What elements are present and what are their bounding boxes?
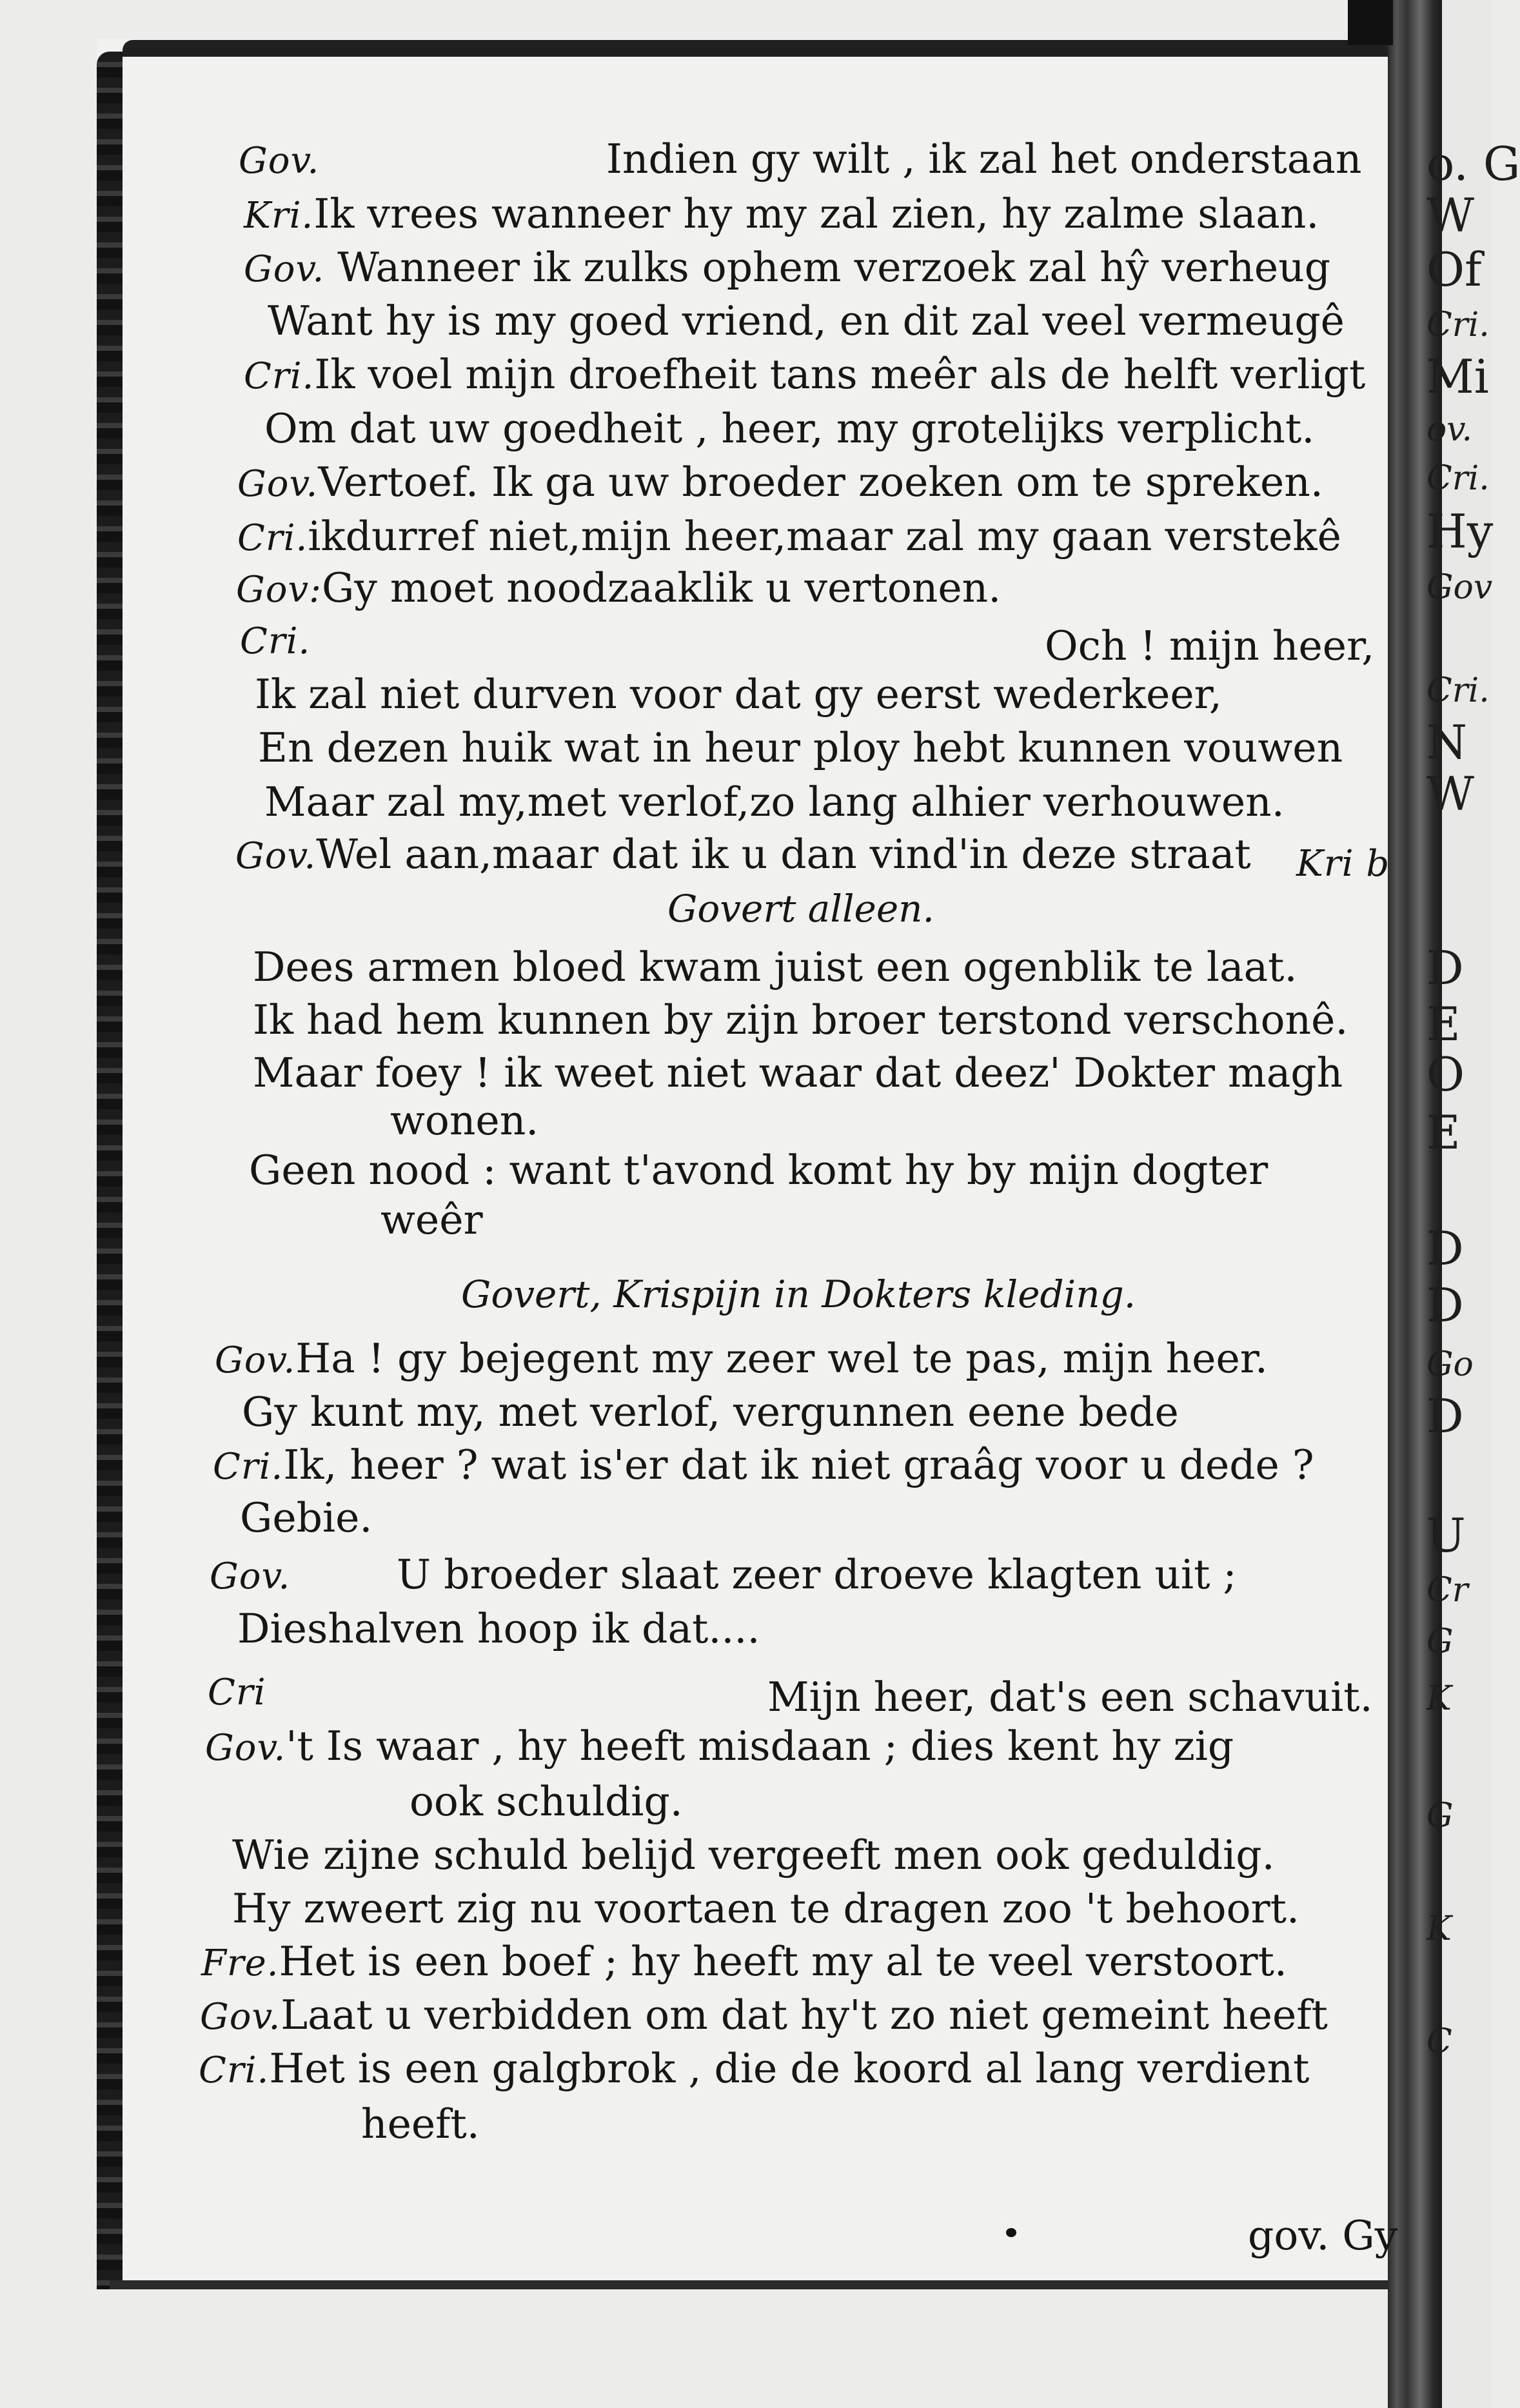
- speaker-label: Cri.: [199, 2049, 270, 2091]
- ink-blot: [1006, 2228, 1016, 2237]
- line-text: Om dat uw goedheit , heer, my grotelijks verplicht.: [264, 405, 1315, 452]
- facing-fragment: G: [1426, 1797, 1454, 1835]
- facing-fragment: Go: [1426, 1345, 1474, 1384]
- speaker-label: Cri.: [213, 1446, 284, 1488]
- speaker-label: Gov.: [244, 248, 325, 290]
- text-line: [606, 135, 1362, 183]
- text-line: [410, 1778, 683, 1825]
- line-text: Mijn heer, dat's een schavuit.: [767, 1673, 1373, 1721]
- speaker-label: Gov.: [215, 1339, 296, 1381]
- text-line: [253, 996, 1348, 1043]
- text-line: [249, 1147, 1268, 1194]
- speaker-label: Kri.: [244, 195, 314, 237]
- facing-fragment: ov.: [1426, 410, 1473, 449]
- text-line: [253, 1049, 1343, 1096]
- facing-fragment: D: [1426, 1389, 1464, 1443]
- facing-fragment: Cri.: [1426, 671, 1490, 710]
- facing-fragment: D: [1426, 1221, 1464, 1276]
- facing-fragment: D: [1426, 941, 1464, 995]
- line-text: Laat u verbidden om dat hy't zo niet gemeint heeft: [281, 1991, 1328, 2038]
- speaker-label: Gov.: [235, 835, 317, 877]
- line-text: En dezen huik wat in heur ploy hebt kunnen vouwen: [258, 724, 1343, 771]
- text-line: [397, 1551, 1237, 1598]
- speaker-label: Cri.: [240, 620, 311, 662]
- scene-heading: Govert alleen.: [667, 887, 934, 931]
- facing-fragment: Of: [1426, 242, 1482, 297]
- line-text: wonen.: [390, 1097, 539, 1144]
- line-text: Dieshalven hoop ik dat....: [237, 1605, 760, 1652]
- speaker-label: Cri: [208, 1672, 266, 1713]
- facing-fragment: W: [1426, 767, 1475, 821]
- line-text: Ik voel mijn droefheit tans meêr als de helft verligt: [314, 351, 1366, 398]
- speaker-label: Gov.: [239, 140, 320, 182]
- line-text: Dees armen bloed kwam juist een ogenblik te laat.: [253, 943, 1298, 991]
- line-text: Want hy is my goed vriend, en dit zal veel vermeugê: [268, 297, 1345, 344]
- line-text: weêr: [380, 1196, 483, 1243]
- facing-fragment: Gov: [1426, 568, 1493, 607]
- line-text: Maar zal my,met verlof,zo lang alhier verhouwen.: [264, 778, 1285, 825]
- line-text: heeft.: [361, 2100, 480, 2147]
- facing-fragment: Hy: [1426, 504, 1494, 558]
- facing-fragment: N: [1426, 715, 1467, 769]
- line-text: Geen nood : want t'avond komt hy by mijn dogter: [249, 1147, 1268, 1194]
- text-line: [232, 1885, 1299, 1932]
- line-text: ook schuldig.: [410, 1778, 683, 1825]
- line-text: Ik zal niet durven voor dat gy eerst wederkeer,: [255, 671, 1222, 718]
- line-text: Ik vrees wanneer hy my zal zien, hy zalme slaan.: [313, 190, 1319, 237]
- speaker-label: Gov.: [200, 1996, 281, 2038]
- facing-fragment: Cri.: [1426, 306, 1490, 344]
- speaker-label: Fre.: [201, 1942, 279, 1984]
- text-line: [236, 564, 1002, 611]
- text-line: [240, 1494, 373, 1541]
- text-line: [244, 351, 1366, 398]
- line-text: Hy zweert zig nu voortaen te dragen zoo 't behoort.: [232, 1885, 1299, 1932]
- text-line: [235, 831, 1251, 878]
- facing-fragment: D: [1426, 1278, 1464, 1332]
- speaker-label: Gov.: [210, 1555, 291, 1597]
- line-text: ikdurref niet,mijn heer,maar zal my gaan verstekê: [308, 513, 1341, 560]
- line-text: Wel aan,maar dat ik u dan vind'in deze straat: [316, 831, 1251, 878]
- facing-fragment: Mi: [1426, 350, 1489, 404]
- speaker-label: Cri.: [244, 355, 315, 397]
- line-text: 't Is waar , hy heeft misdaan ; dies kent hy zig: [286, 1722, 1234, 1770]
- text-line: [232, 1831, 1275, 1879]
- text-line: [264, 778, 1285, 825]
- text-line: [199, 2045, 1310, 2092]
- text-line: [240, 619, 310, 660]
- text-line: [258, 724, 1343, 771]
- line-text: Gebie.: [240, 1494, 373, 1541]
- line-text: Ik, heer ? wat is'er dat ik niet graâg voor u dede ?: [283, 1441, 1314, 1488]
- speaker-label: Gov.: [205, 1727, 286, 1769]
- line-text: Ik had hem kunnen by zijn broer terstond verschonê.: [253, 996, 1348, 1043]
- text-line: [208, 1670, 266, 1711]
- line-text: Ha ! gy bejegent my zeer wel te pas, mijn heer.: [295, 1335, 1268, 1382]
- text-line: [244, 190, 1319, 237]
- line-text: Gy kunt my, met verlof, vergunnen eene bede: [242, 1388, 1179, 1436]
- text-line: [201, 1938, 1287, 1985]
- text-line: [268, 297, 1345, 344]
- speaker-label: Cri.: [237, 517, 308, 559]
- speaker-label: Gov.: [237, 463, 319, 505]
- text-line: [237, 1605, 760, 1652]
- facing-fragment: K: [1426, 1679, 1452, 1718]
- facing-fragment: C: [1426, 2022, 1452, 2061]
- text-line: [239, 139, 320, 182]
- line-text: Indien gy wilt , ik zal het onderstaan: [606, 135, 1362, 183]
- text-line: [244, 244, 1331, 291]
- text-line: [213, 1441, 1314, 1488]
- facing-fragment: G: [1426, 1623, 1454, 1661]
- speaker-label: Gov:: [236, 569, 322, 611]
- text-line: [200, 1991, 1328, 2038]
- facing-fragment: E: [1426, 1105, 1461, 1160]
- text-line: [264, 405, 1315, 452]
- stage-cue: Kri b: [1296, 843, 1390, 885]
- facing-fragment: E: [1426, 997, 1461, 1051]
- line-text: Wanneer ik zulks ophem verzoek zal hŷ verheug: [337, 244, 1331, 291]
- line-text: Het is een galgbrok , die de koord al lang verdient: [269, 2045, 1310, 2092]
- text-line: [253, 943, 1298, 991]
- text-line: [767, 1673, 1373, 1721]
- text-line: [242, 1388, 1179, 1436]
- line-text: Gy moet noodzaaklik u vertonen.: [321, 564, 1002, 611]
- text-line: [380, 1196, 483, 1243]
- facing-fragment: W: [1426, 188, 1475, 242]
- line-text: Vertoef. Ik ga uw broeder zoeken om te spreken.: [318, 459, 1323, 506]
- facing-fragment: o. G: [1426, 137, 1520, 191]
- text-line: [215, 1335, 1268, 1382]
- text-line: [237, 513, 1341, 560]
- line-text: U broeder slaat zeer droeve klagten uit ;: [397, 1551, 1237, 1598]
- line-text: Och ! mijn heer,: [1045, 622, 1375, 669]
- facing-fragment: O: [1426, 1047, 1465, 1101]
- line-text: Maar foey ! ik weet niet waar dat deez' Dokter magh: [253, 1049, 1343, 1096]
- text-line: [237, 459, 1323, 506]
- facing-fragment: K: [1426, 1910, 1452, 1948]
- text-line: [361, 2100, 480, 2147]
- text-line: [1045, 622, 1375, 669]
- facing-fragment: Cri.: [1426, 459, 1490, 498]
- catchword: gov. Gy: [1248, 2212, 1398, 2259]
- text-line: [210, 1554, 290, 1595]
- line-text: Het is een boef ; hy heeft my al te veel verstoort.: [279, 1938, 1287, 1985]
- text-line: [255, 671, 1222, 718]
- text-line: [390, 1097, 539, 1144]
- facing-fragment: U: [1426, 1508, 1466, 1563]
- facing-fragment: Cr: [1426, 1571, 1468, 1610]
- scene-heading: Govert, Krispijn in Dokters kleding.: [461, 1272, 1136, 1316]
- text-line: [205, 1722, 1234, 1770]
- line-text: Wie zijne schuld belijd vergeeft men ook geduldig.: [232, 1831, 1275, 1879]
